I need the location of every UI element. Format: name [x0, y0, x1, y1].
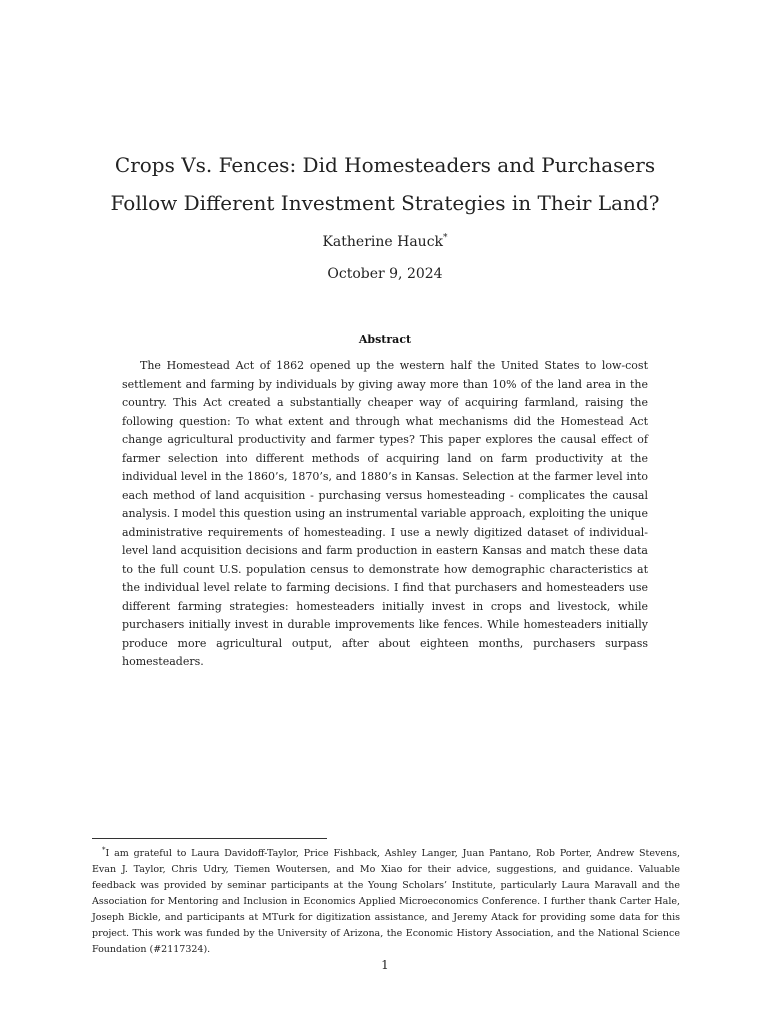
footnote [92, 842, 680, 958]
author-footnote-mark: * [443, 233, 448, 243]
paper-title: Crops Vs. Fences: Did Homesteaders and Purchasers Follow Different Investment Strategies in Their Land? [110, 153, 660, 215]
author-line [0, 233, 770, 250]
footnote-text: I am grateful to Laura Davidoff-Taylor, Price Fishback, Ashley Langer, Juan Pantano, Rob Porter, Andrew Stevens, Evan J. Taylor, Chris Udry, Tiemen Woutersen, and Mo Xiao for their advice, suggestions, and guidance. Valuable feedback was provided by seminar participants at the Young Scholars’ Institute, particularly Laura Maravall and the Association for Mentoring and Inclusion in Economics Applied Microeconomics Conference. I further thank Carter Hale, Joseph Bickle, and participants at MTurk for digitization assistance, and Jeremy Atack for providing some data for this project. This work was funded by the University of Arizona, the Economic History Association, and the National Science Foundation (#2117324). [92, 848, 680, 955]
footnote-mark: * [102, 846, 106, 854]
footnote-divider [92, 838, 327, 839]
author-name: Katherine Hauck [322, 234, 444, 250]
paper-date: October 9, 2024 [327, 266, 443, 282]
page-number: 1 [381, 958, 389, 972]
abstract-body: The Homestead Act of 1862 opened up the western half the United States to low-cost settlement and farming by individuals by giving away more than 10% of the land area in the country. This Act created a substantially cheaper way of acquiring farmland, raising the following question: To what extent and through what mechanisms did the Homestead Act change agricultural productivity and farmer types? This paper explores the causal effect of farmer selection into different methods of acquiring land on farm productivity at the individual level in the 1860’s, 1870’s, and 1880’s in Kansas. Selection at the farmer level into each method of land acquisition - purchasing versus homesteading - complicates the causal analysis. I model this question using an instrumental variable approach, exploiting the unique administrative requirements of homesteading. I use a newly digitized dataset of individual-level land acquisition decisions and farm production in eastern Kansas and match these data to the full count U.S. population census to demonstrate how demographic characteristics at the individual level relate to farming decisions. I find that purchasers and homesteaders use different farming strategies: homesteaders initially invest in crops and livestock, while purchasers initially invest in durable improvements like fences. While homesteaders initially produce more agricultural output, after about eighteen months, purchasers surpass homesteaders. [122, 359, 648, 668]
abstract-heading: Abstract [358, 333, 412, 346]
